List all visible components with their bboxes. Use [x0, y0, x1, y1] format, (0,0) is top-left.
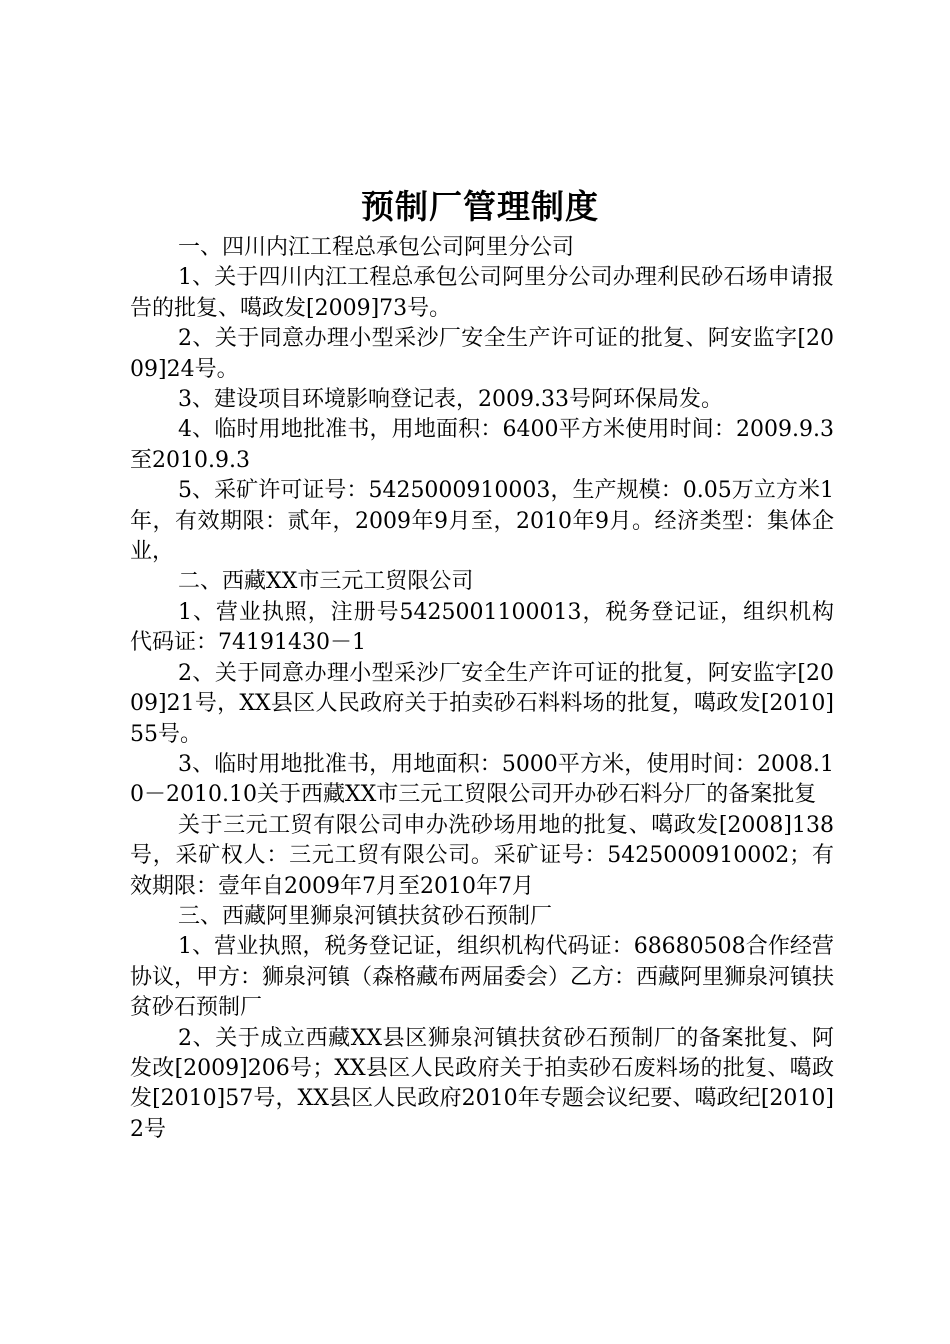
paragraph: 关于三元工贸有限公司申办洗砂场用地的批复、噶政发[2008]138号，采矿权人：三元工贸有限公司。采矿证号：5425000910002；有效期限：壹年自2009年7月至2010年7月: [130, 812, 834, 899]
document-body: [130, 233, 834, 1145]
paragraph: 4、临时用地批准书，用地面积：6400平方米使用时间：2009.9.3至2010.9.3: [130, 417, 834, 473]
paragraph: 2、关于成立西藏XX县区狮泉河镇扶贫砂石预制厂的备案批复、阿发改[2009]206号；XX县区人民政府关于拍卖砂石废料场的批复、噶政发[2010]57号，XX县区人民政府2010年专题会议纪要、噶政纪[2010]2号: [130, 1025, 834, 1142]
paragraph: 2、关于同意办理小型采沙厂安全生产许可证的批复，阿安监字[2009]21号，XX县区人民政府关于拍卖砂石料料场的批复，噶政发[2010]55号。: [130, 660, 834, 747]
paragraph: 5、采矿许可证号：5425000910003，生产规模：0.05万立方米1年，有效期限：贰年，2009年9月至，2010年9月。经济类型：集体企业，: [130, 478, 834, 565]
document-title: 预制厂管理制度: [361, 187, 599, 226]
paragraph: 1、关于四川内江工程总承包公司阿里分公司办理利民砂石场申请报告的批复、噶政发[2009]73号。: [130, 265, 834, 321]
paragraph: 3、建设项目环境影响登记表，2009.33号阿环保局发。: [178, 387, 723, 413]
section-heading-1: 一、四川内江工程总承包公司阿里分公司: [178, 235, 575, 260]
paragraph: 3、临时用地批准书，用地面积：5000平方米，使用时间：2008.10－2010.10关于西藏XX市三元工贸限公司开办砂石料分厂的备案批复: [130, 751, 834, 808]
section-heading-3: 三、西藏阿里狮泉河镇扶贫砂石预制厂: [178, 903, 553, 929]
paragraph: 2、关于同意办理小型采沙厂安全生产许可证的批复、阿安监字[2009]24号。: [130, 326, 834, 382]
paragraph: 1、营业执照，税务登记证，组织机构代码证：68680508合作经营协议，甲方：狮泉河镇（森格藏布两届委会）乙方：西藏阿里狮泉河镇扶贫砂石预制厂: [130, 934, 835, 1021]
section-heading-2: 二、西藏XX市三元工贸限公司: [178, 569, 474, 595]
paragraph: 1、营业执照，注册号5425001100013，税务登记证，组织机构代码证：74191430－1: [130, 599, 834, 656]
